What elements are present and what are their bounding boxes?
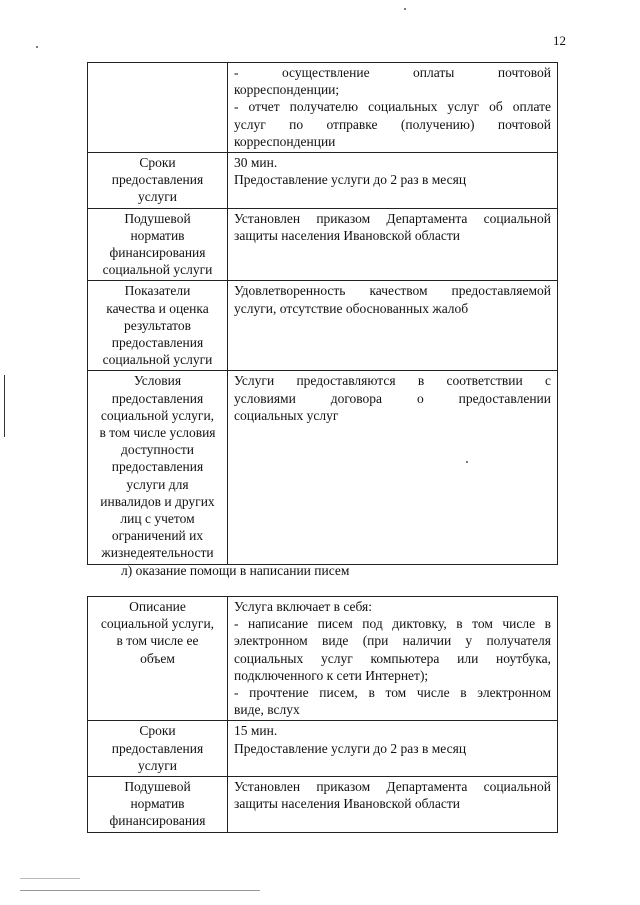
text-line: Предоставление услуги до 2 раз в месяц bbox=[234, 172, 467, 188]
label-line: жизнедеятельности bbox=[101, 545, 214, 561]
table-row-deadlines bbox=[88, 721, 558, 777]
table-row-deadlines bbox=[88, 153, 558, 209]
label-line: финансирования bbox=[109, 813, 206, 829]
label-line: Сроки bbox=[139, 155, 176, 171]
row-label-quality-indicators bbox=[88, 281, 228, 371]
table-row-financing-norm bbox=[88, 208, 558, 281]
label-line: услуги bbox=[138, 189, 177, 205]
label-line: результатов bbox=[123, 317, 192, 333]
label-line: предоставления bbox=[111, 740, 204, 756]
label-line: Описание bbox=[129, 599, 186, 614]
row-label-deadlines bbox=[88, 153, 228, 209]
text-line: Предоставление услуги до 2 раз в месяц bbox=[234, 740, 467, 756]
label-line: Показатели bbox=[124, 283, 191, 299]
table-row-quality-indicators bbox=[88, 281, 558, 371]
text-line: 15 мин. bbox=[234, 723, 278, 739]
label-line: объем bbox=[140, 650, 175, 666]
page-number: 12 bbox=[553, 33, 566, 48]
label-line: социальной услуги, bbox=[100, 616, 215, 632]
row-label-financing-norm bbox=[88, 208, 228, 281]
text-line: электронном виде (при наличии у получателя bbox=[234, 633, 551, 649]
text-line: корреспонденции bbox=[234, 133, 336, 149]
text-line: Услуга включает в себя: bbox=[234, 599, 372, 614]
table-row-description bbox=[88, 597, 558, 721]
row-value-payment-details bbox=[228, 63, 558, 153]
label-line: в том числе ее bbox=[116, 633, 199, 649]
label-line: предоставления bbox=[111, 172, 204, 188]
table-row-conditions bbox=[88, 371, 558, 564]
row-value-description bbox=[228, 597, 558, 721]
row-label-financing-norm bbox=[88, 777, 228, 833]
row-value-deadlines bbox=[228, 721, 558, 777]
services-table-continued bbox=[87, 62, 558, 565]
text-line: условиями договора о предоставлении bbox=[234, 390, 551, 406]
text-line: корреспонденции; bbox=[234, 82, 340, 98]
text-line: Удовлетворенность качеством предоставляемой bbox=[234, 283, 551, 299]
text-line: виде, вслух bbox=[234, 702, 300, 718]
text-line: услуг по отправке (получению) почтовой bbox=[234, 116, 551, 132]
label-line: предоставления bbox=[111, 335, 204, 351]
table2-body bbox=[88, 597, 558, 833]
scan-speck bbox=[404, 8, 406, 10]
label-line: Сроки bbox=[139, 723, 176, 739]
row-label-empty bbox=[88, 63, 228, 153]
row-value-conditions bbox=[228, 371, 558, 564]
text-line: Услуги предоставляются в соответствии с bbox=[234, 373, 551, 389]
text-line: - осуществление оплаты почтовой bbox=[234, 65, 551, 80]
text-line: - отчет получателю социальных услуг об оплате bbox=[234, 99, 551, 115]
label-line: норматив bbox=[130, 796, 185, 812]
text-line: защиты населения Ивановской области bbox=[234, 796, 460, 812]
label-line: социальной услуги, bbox=[100, 407, 215, 423]
text-line: подключенного к сети Интернет); bbox=[234, 667, 429, 683]
table1-body bbox=[88, 63, 558, 565]
label-line: качества и оценка bbox=[106, 300, 209, 316]
label-line: Подушевой bbox=[124, 210, 191, 226]
label-line: услуги для bbox=[126, 476, 189, 492]
row-label-conditions bbox=[88, 371, 228, 564]
label-line: Условия bbox=[133, 373, 182, 389]
scan-speck bbox=[36, 46, 38, 48]
text-line: - прочтение писем, в том числе в электронном bbox=[234, 685, 551, 701]
row-value-deadlines bbox=[228, 153, 558, 209]
table-row-payment-details bbox=[88, 63, 558, 153]
text-line: Установлен приказом Департамента социальной bbox=[234, 210, 551, 226]
row-label-description bbox=[88, 597, 228, 721]
label-line: предоставления bbox=[111, 459, 204, 475]
text-line: защиты населения Ивановской области bbox=[234, 227, 460, 243]
row-value-quality-indicators bbox=[228, 281, 558, 371]
label-line: инвалидов и других bbox=[100, 493, 215, 509]
label-line: Подушевой bbox=[124, 779, 191, 795]
text-line: - написание писем под диктовку, в том числе в bbox=[234, 616, 551, 632]
scan-footer-rule bbox=[20, 890, 260, 891]
row-value-financing-norm bbox=[228, 777, 558, 833]
text-line: социальных услуг компьютера или ноутбука, bbox=[234, 650, 551, 666]
scan-footer-mark bbox=[20, 878, 80, 879]
text-line: услуги, отсутствие обоснованных жалоб bbox=[234, 300, 469, 316]
scan-speck bbox=[466, 461, 468, 463]
scan-margin-mark bbox=[4, 375, 5, 437]
table-row-financing-norm bbox=[88, 777, 558, 833]
label-line: в том числе условия bbox=[99, 425, 216, 441]
text-line: социальных услуг bbox=[234, 407, 339, 423]
label-line: социальной услуги bbox=[102, 352, 213, 368]
label-line: финансирования bbox=[109, 245, 206, 261]
label-line: услуги bbox=[138, 757, 177, 773]
text-line: Установлен приказом Департамента социальной bbox=[234, 779, 551, 795]
label-line: норматив bbox=[130, 227, 185, 243]
section-heading: л) оказание помощи в написании писем bbox=[121, 563, 350, 578]
label-line: социальной услуги bbox=[102, 262, 213, 278]
letter-writing-service-table bbox=[87, 596, 558, 833]
row-value-financing-norm bbox=[228, 208, 558, 281]
text-line: 30 мин. bbox=[234, 155, 278, 171]
label-line: предоставления bbox=[111, 390, 204, 406]
label-line: доступности bbox=[120, 442, 195, 458]
label-line: ограничений их bbox=[111, 528, 204, 544]
row-label-deadlines bbox=[88, 721, 228, 777]
label-line: лиц с учетом bbox=[120, 511, 195, 527]
